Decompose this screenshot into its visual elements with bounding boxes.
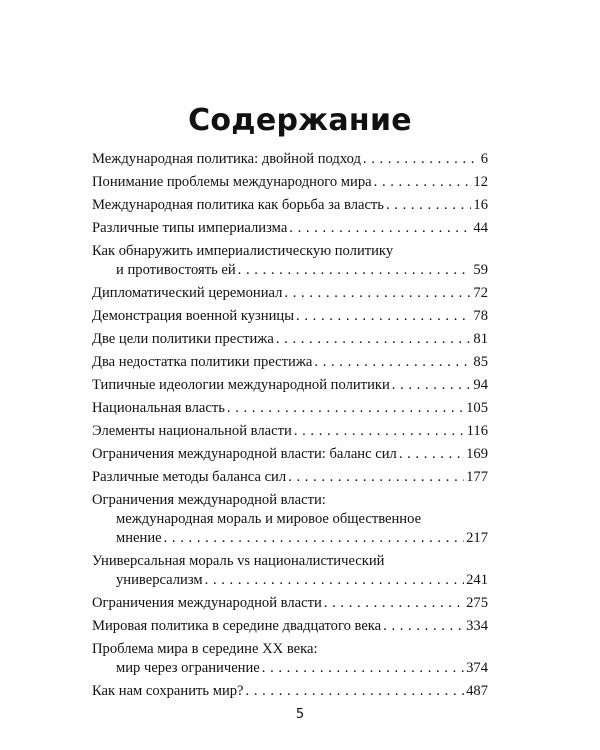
toc-entry-title: Понимание проблемы международного мира xyxy=(92,174,372,190)
table-of-contents xyxy=(92,150,488,705)
toc-entry-title: и противостоять ей xyxy=(116,262,236,278)
toc-entry-title: Международная политика как борьба за власть xyxy=(92,197,384,213)
toc-entry-page: 116 xyxy=(466,423,488,439)
toc-entry-line xyxy=(92,682,488,701)
dot-leader xyxy=(374,173,472,192)
toc-entry-title: Ограничения международной власти: xyxy=(92,492,326,508)
toc-entry-line xyxy=(92,376,488,395)
toc-entry-line xyxy=(92,491,488,510)
toc-entry xyxy=(92,594,488,613)
toc-entry-page: 169 xyxy=(466,446,488,462)
toc-entry-line xyxy=(92,173,488,192)
toc-entry xyxy=(92,353,488,372)
dot-leader xyxy=(324,594,464,613)
toc-entry-title: Две цели политики престижа xyxy=(92,331,274,347)
toc-entry-title: Различные методы баланса сил xyxy=(92,469,287,485)
dot-leader xyxy=(284,284,471,303)
toc-entry-line xyxy=(92,261,488,280)
toc-entry-line xyxy=(92,150,488,169)
toc-entry-page: 16 xyxy=(473,197,488,213)
toc-entry-title: универсализм xyxy=(116,572,203,588)
toc-entry-line xyxy=(92,219,488,238)
toc-entry-page: 94 xyxy=(473,377,488,393)
dot-leader xyxy=(289,219,471,238)
toc-entry-title: Два недостатка политики престижа xyxy=(92,354,313,370)
toc-entry xyxy=(92,422,488,441)
toc-entry-page: 72 xyxy=(473,285,488,301)
page-number: 5 xyxy=(295,707,305,722)
toc-entry-page: 59 xyxy=(473,262,488,278)
toc-entry-title: Универсальная мораль vs националистический xyxy=(92,553,385,569)
dot-leader xyxy=(164,529,464,548)
dot-leader xyxy=(363,150,479,169)
toc-entry-line xyxy=(92,617,488,636)
toc-entry xyxy=(92,284,488,303)
dot-leader xyxy=(294,422,465,441)
toc-entry-page: 85 xyxy=(473,354,488,370)
dot-leader xyxy=(314,353,471,372)
toc-entry-title: Международная политика: двойной подход xyxy=(92,151,361,167)
toc-entry-title: Проблема мира в середине XX века: xyxy=(92,641,318,657)
dot-leader xyxy=(238,261,472,280)
toc-entry-page: 177 xyxy=(466,469,488,485)
toc-entry-line xyxy=(92,445,488,464)
toc-entry-page: 105 xyxy=(466,400,488,416)
toc-entry-page: 6 xyxy=(480,151,488,167)
dot-leader xyxy=(276,330,472,349)
toc-entry-line xyxy=(92,307,488,326)
toc-entry xyxy=(92,150,488,169)
toc-entry-line xyxy=(92,659,488,678)
toc-entry xyxy=(92,196,488,215)
toc-entry-title: мнение xyxy=(116,530,162,546)
toc-entry-line xyxy=(92,330,488,349)
toc-entry-title: Национальная власть xyxy=(92,400,225,416)
toc-entry xyxy=(92,617,488,636)
dot-leader xyxy=(386,196,471,215)
toc-entry-line xyxy=(92,353,488,372)
toc-entry-page: 241 xyxy=(466,572,488,588)
toc-entry-page: 275 xyxy=(466,595,488,611)
toc-entry-line xyxy=(92,399,488,418)
toc-entry-line xyxy=(92,242,488,261)
toc-entry xyxy=(92,468,488,487)
toc-entry-title: Демонстрация военной кузницы xyxy=(92,308,295,324)
toc-entry-page: 217 xyxy=(466,530,488,546)
toc-entry xyxy=(92,173,488,192)
toc-entry-page: 78 xyxy=(473,308,488,324)
toc-entry xyxy=(92,640,488,678)
dot-leader xyxy=(392,376,472,395)
toc-entry-line xyxy=(92,196,488,215)
dot-leader xyxy=(262,659,464,678)
dot-leader xyxy=(296,307,471,326)
toc-entry xyxy=(92,219,488,238)
toc-entry-page: 44 xyxy=(473,220,488,236)
toc-entry-title: Мировая политика в середине двадцатого века xyxy=(92,618,382,634)
toc-entry-title: Дипломатический церемониал xyxy=(92,285,283,301)
toc-entry-line xyxy=(92,571,488,590)
toc-entry-line xyxy=(92,284,488,303)
toc-entry-title: Ограничения международной власти: баланс сил xyxy=(92,446,397,462)
toc-entry-title: мир через ограничение xyxy=(116,660,260,676)
dot-leader xyxy=(246,682,465,701)
toc-entry-line xyxy=(92,594,488,613)
toc-entry-page: 334 xyxy=(466,618,488,634)
toc-entry-line xyxy=(92,529,488,548)
toc-entry-title: Типичные идеологии международной политики xyxy=(92,377,390,393)
toc-entry-line xyxy=(92,552,488,571)
dot-leader xyxy=(399,445,464,464)
toc-entry-page: 12 xyxy=(473,174,488,190)
toc-entry xyxy=(92,552,488,590)
toc-entry-page: 487 xyxy=(466,683,488,699)
toc-entry xyxy=(92,376,488,395)
toc-entry-page: 374 xyxy=(466,660,488,676)
dot-leader xyxy=(383,617,464,636)
dot-leader xyxy=(205,571,464,590)
toc-entry xyxy=(92,330,488,349)
toc-entry xyxy=(92,491,488,548)
toc-entry-page: 81 xyxy=(473,331,488,347)
toc-entry xyxy=(92,399,488,418)
toc-entry-title: Ограничения международной власти xyxy=(92,595,322,611)
toc-entry xyxy=(92,307,488,326)
dot-leader xyxy=(227,399,464,418)
toc-entry-title: Как обнаружить империалистическую политику xyxy=(92,243,394,259)
toc-entry-title: международная мораль и мировое общественное xyxy=(116,511,422,527)
toc-entry-line xyxy=(92,468,488,487)
toc-entry-line xyxy=(92,510,488,529)
toc-entry-title: Как нам сохранить мир? xyxy=(92,683,244,699)
toc-entry-line xyxy=(92,640,488,659)
dot-leader xyxy=(288,468,464,487)
toc-entry-line xyxy=(92,422,488,441)
page-title: Содержание xyxy=(188,103,412,138)
toc-entry-title: Элементы национальной власти xyxy=(92,423,292,439)
toc-entry xyxy=(92,242,488,280)
toc-entry xyxy=(92,682,488,701)
toc-entry-title: Различные типы империализма xyxy=(92,220,288,236)
toc-entry xyxy=(92,445,488,464)
